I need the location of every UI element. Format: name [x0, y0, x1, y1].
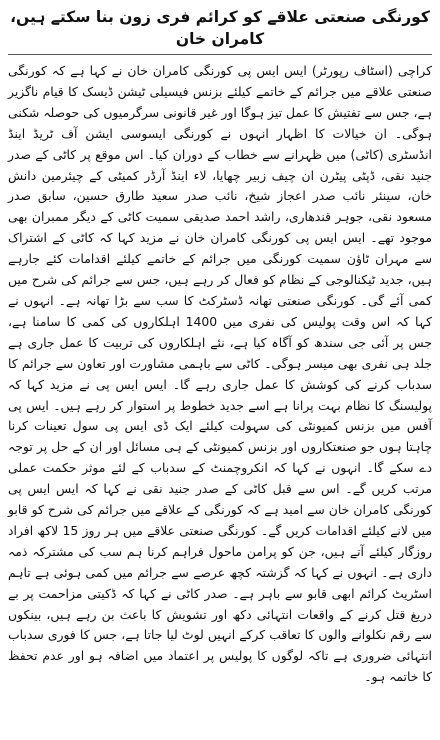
- article-body: [8, 61, 432, 688]
- article-headline: کورنگی صنعتی علاقے کو کرائم فری زون بنا سکتے ہیں، کامران خان: [8, 6, 432, 55]
- article-paragraph: کراچی (اسٹاف رپورٹر) ایس ایس پی کورنگی کامران خان نے کہا ہے کہ کورنگی صنعتی علاقے میں جرائم کے خاتمے کیلئے بزنس فیسیلی ٹیشن ڈیسک کا قیام ناگزیر ہے، جس سے تفتیش کا عمل تیز ہوگا اور غیر قانونی سرگرمیوں کی حوصلہ شکنی ہوگی۔ ان خیالات کا اظہار انہوں نے کورنگی ایسوسی ایشن آف ٹریڈ اینڈ انڈسٹری (کاٹی) میں ظہرانے سے خطاب کے دوران کیا۔ اس موقع پر کاٹی کے صدر جنید نقی، ڈپٹی پیٹرن ان چیف زبیر چھایا، لاء اینڈ آرڈر کمیٹی کے چیئرمین دانش خان، سینئر نائب صدر اعجاز شیخ، نائب صدر سعید طارق حسین، سابق صدر مسعود نقی، جوہر قندھاری، راشد احمد صدیقی سمیت کاٹی کے دیگر ممبران بھی موجود تھے۔ ایس ایس پی کورنگی کامران خان نے مزید کہا کہ کاٹی کے اشتراک سے مہران ٹاؤن سمیت کورنگی میں جرائم کے خاتمے کیلئے اقدامات کئے جارہے ہیں، جدید ٹیکنالوجی کے نظام کو فعال کر رہے ہیں، جس سے جرائم کی شرح میں کمی آئے گی۔ کورنگی صنعتی تھانہ ڈسٹرکٹ کا سب سے بڑا تھانہ ہے۔ انہوں نے کہا کہ اس وقت پولیس کی نفری میں 1400 اہلکاروں کی کمی کا سامنا ہے، جس پر آئی جی سندھ کو آگاہ کیا ہے، نئے اہلکاروں کی تربیت کا عمل جاری ہے جلد ہی نفری بھی میسر ہوگی۔ کاٹی سے باہمی مشاورت اور تعاون سے جرائم کا سدباب کرنے کی کوشش کا عمل جاری رہے گا۔ ایس ایس پی نے مزید کہا کہ پولیسنگ کا نظام بہت پرانا ہے اسے جدید خطوط پر استوار کر رہے ہیں۔ ایس پی آفس میں بزنس کمیونٹی کی سہولت کیلئے ایک ڈی ایس پی سول تعینات کرنا چاہتا ہوں جو صنعتکاروں اور بزنس کمیونٹی کے ہی مسائل اور ان کے حل پر توجہ دے سکے گا۔ انہوں نے کہا کہ انکروچمنٹ کے سدباب کے لئے موثر حکمت عملی مرتب کریں گے۔ اس سے قبل کاٹی کے صدر جنید نقی نے کہا کہ ایس ایس پی کورنگی کامران خان سے امید ہے کہ کورنگی کے علاقے میں جرائم کی شرح کو قابو میں لانے کیلئے اقدامات کریں گے۔ کورنگی صنعتی علاقے میں ہر روز 15 لاکھ افراد روزگار کیلئے آتے ہیں، جن کو پرامن ماحول فراہم کرنا ہم سب کی مشترکہ ذمہ داری ہے۔ انہوں نے کہا کہ گزشتہ کچھ عرصے سے جرائم میں کمی ہوئی ہے تاہم اسٹریٹ کرائم ابھی قابو سے باہر ہے۔ صدر کاٹی نے کہا کہ ڈکیتی مزاحمت پر بے دریغ قتل کرنے کے واقعات انتہائی دکھ اور تشویش کا باعث بن رہے ہیں، بینکوں سے رقم نکلوانے والوں کا تعاقب کرکے انہیں لوٹ لیا جاتا ہے، جس کا فوری سدباب انتہائی ضروری ہے تاکہ لوگوں کا پولیس پر اعتماد میں اضافہ ہو اور عدم تحفظ کا خاتمہ ہو۔: [8, 63, 432, 685]
